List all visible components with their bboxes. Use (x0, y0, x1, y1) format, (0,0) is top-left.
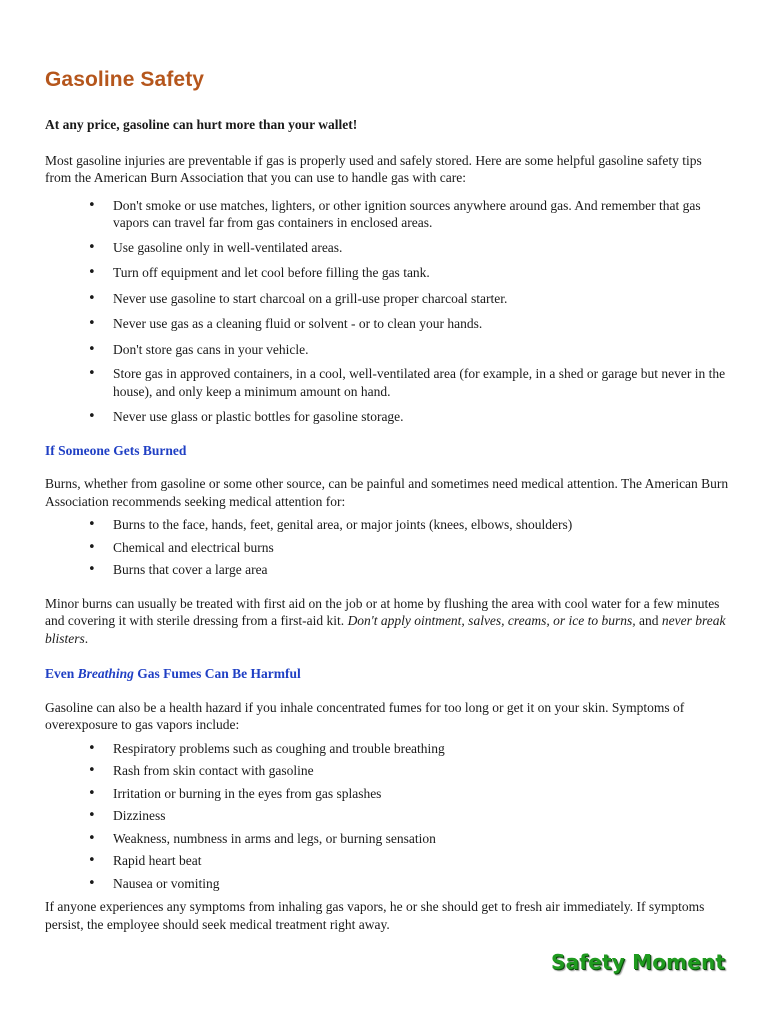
list-item: • Never use gasoline to start charcoal on a grill-use proper charcoal starter. (113, 290, 730, 308)
section-heading-fumes (45, 665, 730, 683)
fumes-intro: Gasoline can also be a health hazard if you inhale concentrated fumes for too long or get it on your skin. Symptoms of overexposure to gas vapors include: (45, 699, 685, 732)
blisters-emphasis: never break blisters (45, 613, 726, 646)
list-item: • Nausea or vomiting (113, 875, 730, 893)
list-item: • Burns to the face, hands, feet, genital area, or major joints (knees, elbows, shoulders) (113, 516, 730, 534)
section-heading-burned: If Someone Gets Burned (45, 442, 187, 458)
list-item: • Weakness, numbness in arms and legs, or burning sensation (113, 830, 730, 848)
lead-statement: At any price, gasoline can hurt more than your wallet! (45, 117, 358, 132)
safety-moment-logo: Safety Moment (551, 950, 726, 974)
fumes-heading-pre: Even (45, 666, 78, 681)
list-item: • Rapid heart beat (113, 852, 730, 870)
list-item: • Never use gas as a cleaning fluid or solvent - or to clean your hands. (113, 315, 730, 333)
list-item: • Irritation or burning in the eyes from gas splashes (113, 785, 730, 803)
burned-list (45, 516, 730, 579)
list-item: • Store gas in approved containers, in a cool, well-ventilated area (for example, in a shed or garage but never in the house), and only keep a minimum amount on hand. (113, 365, 730, 400)
page-title: Gasoline Safety (45, 68, 205, 91)
tips-list (45, 197, 730, 426)
list-item: • Turn off equipment and let cool before filling the gas tank. (113, 264, 730, 282)
minor-burns-and: and (635, 613, 662, 628)
list-item: • Rash from skin contact with gasoline (113, 762, 730, 780)
fumes-heading-emphasis: Breathing (77, 666, 134, 681)
fumes-heading-post: Gas Fumes Can Be Harmful (133, 666, 301, 681)
list-item: • Chemical and electrical burns (113, 539, 730, 557)
document-page (45, 68, 730, 933)
list-item: • Dizziness (113, 807, 730, 825)
minor-burns-end: . (84, 630, 89, 646)
list-item: • Don't store gas cans in your vehicle. (113, 341, 730, 359)
minor-burns-emphasis: Don't apply ointment, salves, creams, or ice to burns, (347, 613, 636, 628)
list-item: • Burns that cover a large area (113, 561, 730, 579)
minor-burns-text: Minor burns can usually be treated with first aid on the job or at home by flushing the area with cool water for a few minutes and covering it with sterile dressing from a first-aid kit. (45, 595, 720, 628)
minor-burns-paragraph (45, 595, 730, 648)
list-item: • Don't smoke or use matches, lighters, or other ignition sources anywhere around gas. And remember that gas vapors can travel far from gas containers in enclosed areas. (113, 197, 730, 232)
burned-intro: Burns, whether from gasoline or some other source, can be painful and sometimes need medical attention. The American Burn Association recommends seeking medical attention for: (45, 476, 729, 509)
intro-paragraph: Most gasoline injuries are preventable if gas is properly used and safely stored. Here are some helpful gasoline safety tips from the American Burn Association that you can use to handle gas with care: (45, 152, 702, 185)
symptoms-list (45, 740, 730, 893)
list-item: • Respiratory problems such as coughing and trouble breathing (113, 740, 730, 758)
list-item: • Use gasoline only in well-ventilated areas. (113, 239, 730, 257)
closing-paragraph: If anyone experiences any symptoms from inhaling gas vapors, he or she should get to fresh air immediately. If symptoms persist, the employee should seek medical treatment right away. (45, 899, 705, 932)
list-item: • Never use glass or plastic bottles for gasoline storage. (113, 408, 730, 426)
